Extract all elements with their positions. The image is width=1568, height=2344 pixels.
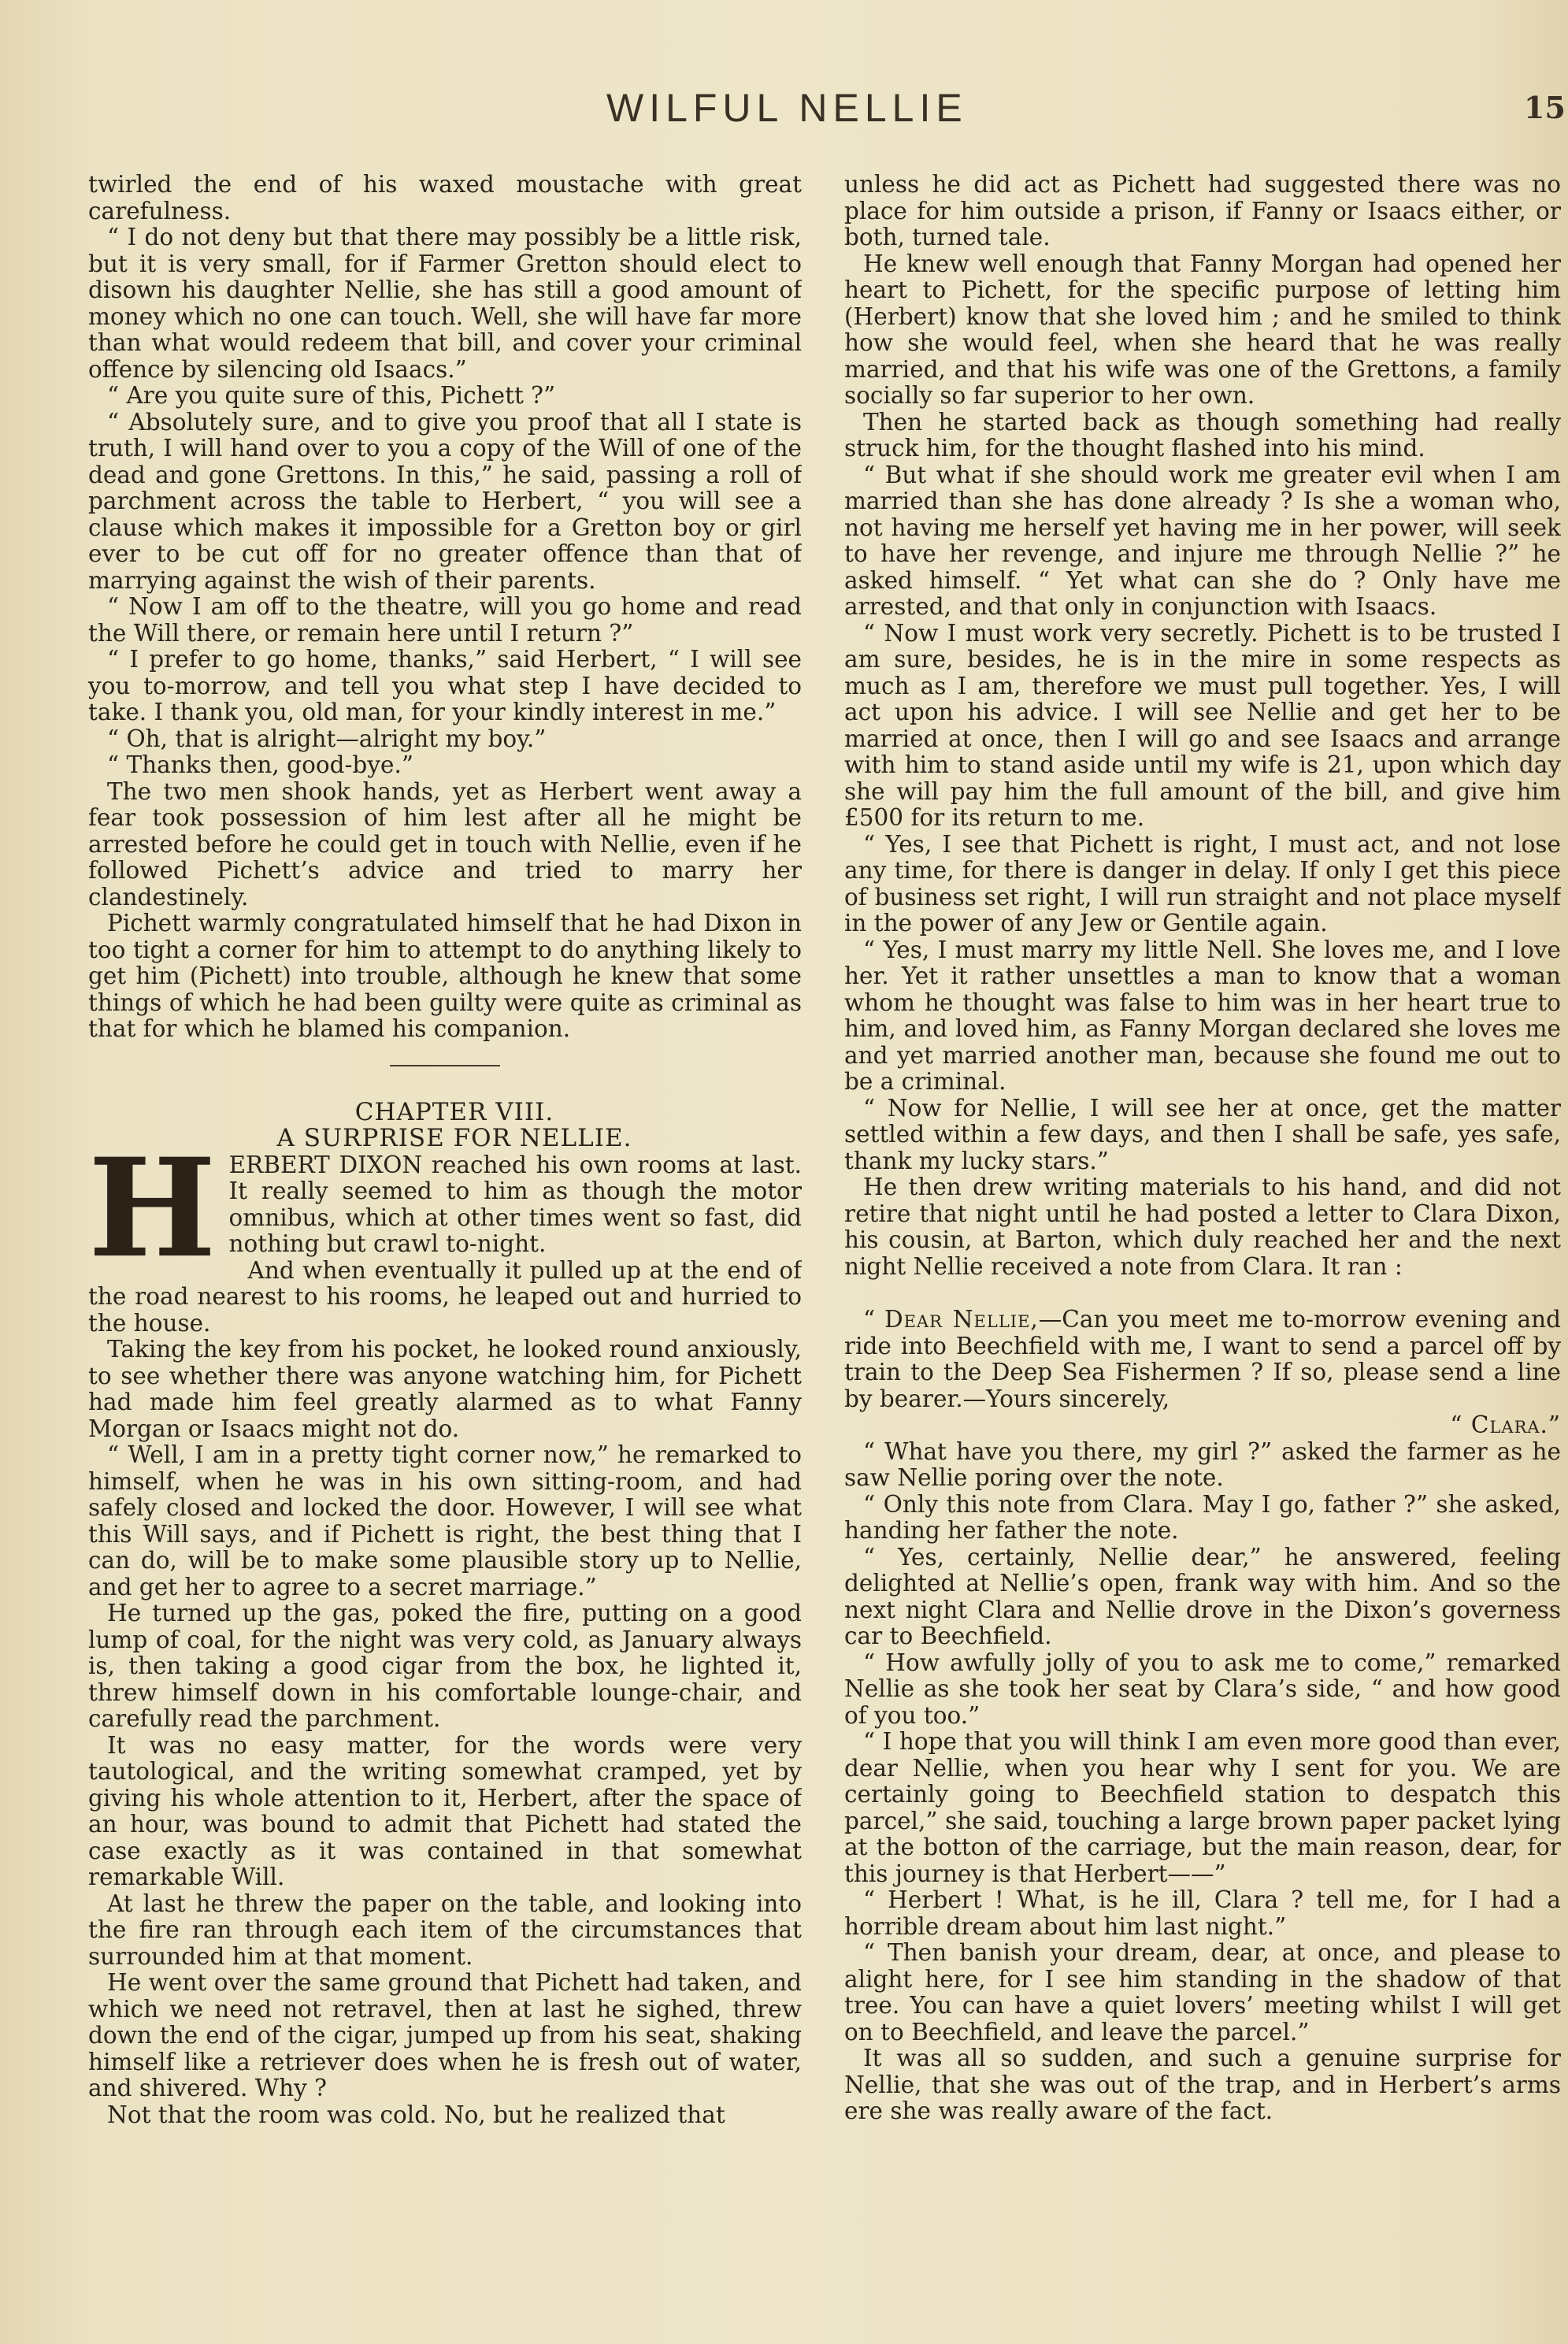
right-column: [844, 172, 1561, 2298]
running-head: [0, 85, 1568, 140]
letter-block: [844, 1307, 1561, 1439]
running-title: WILFUL NELLIE: [606, 86, 968, 130]
chapter-title: A SURPRISE FOR NELLIE.: [276, 1124, 632, 1152]
paragraph: Taking the key from his pocket, he looked round anxiously, to see whether there was anyone watching him, for Pichett had made him feel greatly alarmed as to what Fanny Morgan or Isaacs might not do.: [88, 1336, 802, 1442]
paragraph: At last he threw the paper on the table, and looking into the fire ran through each item of the circumstances that surrounded him at that moment.: [88, 1890, 802, 1970]
paragraph: “ How awfully jolly of you to ask me to come,” remarked Nellie as she took her seat by Clara’s side, “ and how good of you too.”: [844, 1649, 1561, 1729]
paragraph: Pichett warmly congratulated himself that he had Dixon in too tight a corner for him to attempt to do anything likely to get him (Pichett) into trouble, although he knew that some things of which he had been guilty were quite as criminal as that for which he blamed his companion.: [88, 910, 802, 1042]
paragraph: “ Yes, certainly, Nellie dear,” he answered, feeling delighted at Nellie’s open, frank way with him. And so the next night Clara and Nellie drove in the Dixon’s governess car to Beechfield.: [844, 1543, 1561, 1649]
section-divider: [390, 1065, 500, 1066]
paragraph: “ Well, I am in a pretty tight corner now,” he remarked to himself, when he was in his own sitting-room, and had safely closed and locked the door. However, I will see what this Will says, and if Pichett is right, the best thing that I can do, will be to make some plausible story up to Nellie, and get her to agree to a secret marriage.”: [88, 1441, 802, 1600]
left-paragraphs-before: [88, 172, 802, 1043]
letter-text: “ Dear Nellie,—Can you meet me to-morrow evening and ride into Beechfield with me, I want to send a parcel off by train to the Deep Sea Fishermen ? If so, please send a line by bearer.—Yours sincerely,: [844, 1306, 1561, 1412]
paragraph: He knew well enough that Fanny Morgan had opened her heart to Pichett, for the specific purpose of letting him (Herbert) know that she loved him ; and he smiled to think how she would feel, when she heard that he was really married, and that his wife was one of the Grettons, a family socially so far superior to her own.: [844, 250, 1561, 409]
letter-salutation: Dear Nellie,: [884, 1306, 1039, 1333]
left-paragraphs-after: [88, 1258, 802, 2129]
paragraph: “ I prefer to go home, thanks,” said Herbert, “ I will see you to-morrow, and tell you what step I have decided to take. I thank you, old man, for your kindly interest in me.”: [88, 646, 802, 725]
paragraph: The two men shook hands, yet as Herbert went away a fear took possession of him lest after all he might be arrested before he could get in touch with Nellie, even if he followed Pichett’s advice and tried to marry her clandestinely.: [88, 777, 802, 911]
paragraph: “ Now I must work very secretly. Pichett is to be trusted I am sure, besides, he is in the mire in some respects as much as I am, therefore we must pull together. Yes, I will act upon his advice. I will see Nellie and get her to be married at once, then I will go and see Isaacs and arrange with him to stand aside until my wife is 21, upon which day she will pay him the full amount of the bill, and give him £500 for its return to me.: [844, 619, 1561, 831]
paragraph: “ Oh, that is alright—alright my boy.”: [107, 725, 547, 752]
paragraph: “ What have you there, my girl ?” asked the farmer as he saw Nellie poring over the note.: [844, 1437, 1561, 1491]
paragraph: “ Yes, I see that Pichett is right, I must act, and not lose any time, for there is danger in delay. If only I get this piece of business set right, I will run straight and not place myself in the power of any Jew or Gentile again.: [844, 830, 1561, 936]
paragraph: “ Are you quite sure of this, Pichett ?”: [107, 382, 556, 409]
right-paragraphs-before: [844, 172, 1561, 1280]
paragraph: unless he did act as Pichett had suggested there was no place for him outside a prison, if Fanny or Isaacs either, or both, turned tale.: [844, 172, 1561, 250]
paragraph: “ Thanks then, good-bye.”: [107, 751, 413, 778]
paragraph: “ Only this note from Clara. May I go, father ?” she asked, handing her father the note.: [844, 1490, 1561, 1544]
left-column: [88, 172, 802, 2298]
paragraph: twirled the end of his waxed moustache with great carefulness.: [88, 172, 802, 224]
paragraph: It was all so sudden, and such a genuine surprise for Nellie, that she was out of the trap, and in Herbert’s arms ere she was really aware of the fact.: [844, 2045, 1561, 2124]
opening-text: ERBERT DIXON reached his own rooms at last. It really seemed to him as though the motor omnibus, which at other times went so fast, did nothing but crawl to-night.: [228, 1151, 802, 1257]
paragraph: “ But what if she should work me greater evil when I am married than she has done already ? Is she a woman who, not having me herself yet having me in her power, will seek to have her revenge, and injure me through Nellie ?” he asked himself. “ Yet what can she do ? Only have me arrested, and that only in conjunction with Isaacs.: [844, 461, 1561, 620]
paragraph: “ Now for Nellie, I will see her at once, get the matter settled within a few days, and then I shall be safe, yes safe, thank my lucky stars.”: [844, 1094, 1561, 1174]
letter-body: —Can you meet me to-morrow evening and ride into Beechfield with me, I want to send a parcel off by train to the Deep Sea Fishermen ? If so, please send a line by bearer.—Yours sincerely,: [844, 1306, 1561, 1412]
letter-signature: “ Clara.”: [1450, 1411, 1561, 1438]
paragraph: “ Then banish your dream, dear, at once, and please to alight here, for I see him standing in the shadow of that tree. You can have a quiet lovers’ meeting whilst I will get on to Beechfield, and leave the parcel.”: [844, 1939, 1561, 2045]
paragraph: He then drew writing materials to his hand, and did not retire that night until he had posted a letter to Clara Dixon, his cousin, at Barton, which duly reached her and the next night Nellie received a note from Clara. It ran :: [844, 1174, 1561, 1280]
paragraph: “ Absolutely sure, and to give you proof that all I state is truth, I will hand over to you a copy of the Will of one of the dead and gone Grettons. In this,” he said, passing a roll of parchment across the table to Herbert, “ you will see a clause which makes it impossible for a Gretton boy or girl ever to be cut off for no greater offence than that of marrying against the wish of their parents.: [88, 408, 802, 594]
paragraph: “ Herbert ! What, is he ill, Clara ? tell me, for I had a horrible dream about him last night.”: [844, 1886, 1561, 1940]
paragraph: Not that the room was cold. No, but he realized that: [107, 2101, 725, 2128]
paragraph: And when eventually it pulled up at the end of the road nearest to his rooms, he leaped out and hurried to the house.: [88, 1256, 802, 1337]
paragraph: He went over the same ground that Pichett had taken, and which we need not retravel, then at last he sighed, threw down the end of the cigar, jumped up from his seat, shaking himself like a retriever does when he is fresh out of water, and shivered. Why ?: [88, 1969, 802, 2101]
paragraph: It was no easy matter, for the words were very tautological, and the writing somewhat cramped, yet by giving his whole attention to it, Herbert, after the space of an hour, was bound to admit that Pichett had stated the case exactly as it was contained in that somewhat remarkable Will.: [88, 1731, 802, 1890]
page-number: 15: [1524, 90, 1566, 125]
drop-cap: H: [88, 1127, 217, 1288]
paragraph: Then he started back as though something had really struck him, for the thought flashed into his mind.: [844, 408, 1561, 462]
paragraph: “ Now I am off to the theatre, will you go home and read the Will there, or remain here until I return ?”: [88, 593, 802, 647]
chapter-number: CHAPTER VIII.: [354, 1097, 554, 1126]
paragraph: “ I hope that you will think I am even more good than ever, dear Nellie, when you hear why I sent for you. We are certainly going to Beechfield station to despatch this parcel,” she said, touching a large brown paper packet lying at the botton of the carriage, but the main reason, dear, for this journey is that Herbert——”: [844, 1728, 1561, 1887]
paragraph: He turned up the gas, poked the fire, putting on a good lump of coal, for the night was very cold, as January always is, then taking a good cigar from the box, he lighted it, threw himself down in his comfortable lounge-chair, and carefully read the parchment.: [88, 1600, 802, 1732]
paragraph: “ I do not deny but that there may possibly be a little risk, but it is very small, for if Farmer Gretton should elect to disown his daughter Nellie, she has still a good amount of money which no one can touch. Well, she will have far more than what would redeem that bill, and cover your criminal offence by silencing old Isaacs.”: [88, 224, 802, 383]
right-paragraphs-after: [844, 1439, 1561, 2125]
paragraph: “ Yes, I must marry my little Nell. She loves me, and I love her. Yet it rather unsettles a man to know that a woman whom he thought was false to him was in her heart true to him, and loved him, as Fanny Morgan declared she loves me and yet married another man, because she found me out to be a criminal.: [844, 936, 1561, 1095]
